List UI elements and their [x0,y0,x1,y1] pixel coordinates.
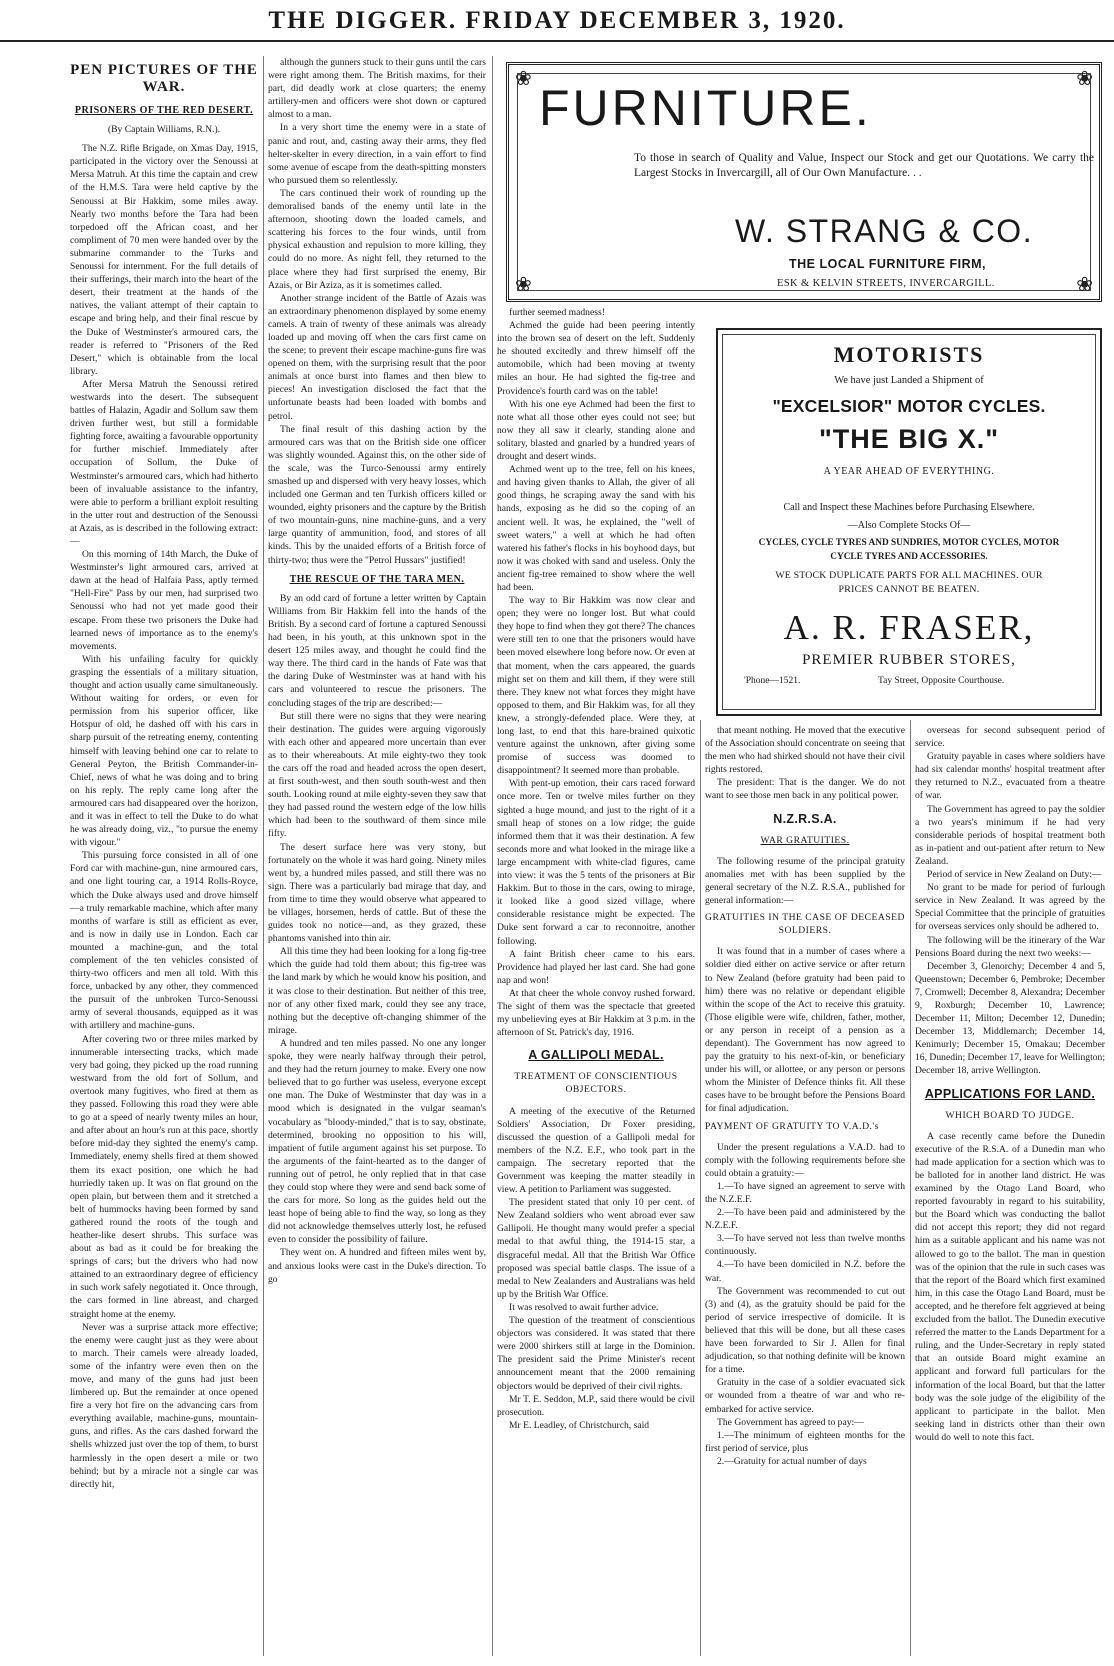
paragraph: that meant nothing. He moved that the executive of the Association should concentrate on seeing that the men who had shirked should not have their civil rights restored. [705,725,905,776]
ad-title: FURNITURE. [539,80,872,136]
ad-line: CYCLES, CYCLE TYRES AND SUNDRIES, MOTOR CYCLES, MOTOR [758,538,1060,548]
section-subheading: WHICH BOARD TO JUDGE. [945,1109,1075,1121]
ad-body: To those in search of Quality and Value, Inspect our Stock and get our Quotations. We carry the Largest Stocks in Invercargill, all of Our Own Manufacture. . . [634,152,1094,179]
section-subheading: WAR GRATUITIES. [760,834,850,846]
paragraph-group [915,724,1105,1078]
column-rule [263,56,264,1656]
paragraph: The question of the treatment of conscientious objectors was considered. It was stated that there were 2000 shirkers still at large in the Dominion. The president said the Prime Minister's recent announcement meant that the 2000 remaining objectors would be deprived of their civil rights. [497,1315,695,1392]
ad-company-name: W. STRANG & CO. [735,213,1034,249]
paragraph-group [705,945,905,1115]
section-heading: APPLICATIONS FOR LAND. [924,1086,1096,1101]
ad-line: —Also Complete Stocks Of— [847,520,971,531]
ad-company-name: A. R. FRASER, [783,608,1035,647]
paragraph: 2.—To have been paid and administered by the N.Z.E.F. [705,1207,905,1232]
article-column-3 [497,56,695,1656]
paragraph: Another strange incident of the Battle of Azais was an extraordinary phenomenon displayed by some enemy camels. A train of twenty of these animals was already loaded up and moving off when the cars first came on the scene; to prevent their escape machine-guns fire was opened on them, with the surprising result that the poor animals at once burst into flames and then blew to pieces! An investigation disclosed the fact that the unfortunate beasts had been loaded with bombs and petrol. [268,292,486,422]
paragraph-group [915,1130,1105,1444]
paragraph-group [268,56,486,567]
paragraph: All this time they had been looking for a long fig-tree which the guide had told them about; this fig-tree was the land mark by which he would know his position, and it was close to their destination. But neither of this tree, nor of any other fixed mark, could they see any trace, nothing but the deceptive oft-changing shimmer of the mirage. [268,946,486,1036]
paragraph: After covering two or three miles marked by innumerable intersecting tracks, which made very bad going, they picked up the road running westward from the old fort of Sollum, and overtook many fugitives, who fired at them as they passed. Following this road they were able to go at a speed of nearly twenty miles an hour, and after about an hour's run at this pace, shortly before mid-day they sighted the enemy's camp. Immediately, enemy shells fired at them showed them its exact position, one which he had hurriedly taken up. It was on flat ground on the open plain, but between them and it stretched a belt of hummocks having been formed by sand gathered round the roots of the tough and heather-like desert shrubs. This surface was about as bad as it could be for breaking the springs of cars; but the drivers who had now attained to an extraordinary degree of efficiency in such work safely negotiated it. Once through, the cars formed in line abreast, and charged straight home at the enemy. [70,1033,258,1320]
paragraph-group [705,855,905,907]
paragraph: 1.—To have signed an agreement to serve with the N.Z.E.F. [705,1180,905,1205]
paragraph: With pent-up emotion, their cars raced forward once more. Ten or twelve miles further on they sighted a huge mound, and just to the right of it a small heap of stones on a low ridge; the guide informed them that it was their destination. A few seconds more and what looked in the mirage like a large encampment with white-clad figures, came into view: it was the 5 tents of the prisoners at Bir Hakkim. But to those in the cars, owing to mirage, it looked like a good sized village, where considerable resistance might be expected. The Duke sent forward a car to reconnoitre, another following. [497,778,695,947]
masthead: THE DIGGER. FRIDAY DECEMBER 3, 1920. [0,2,1114,42]
column-rule [700,720,701,1656]
ad-store-name: PREMIER RUBBER STORES, [802,652,1016,668]
paragraph: A case recently came before the Dunedin executive of the R.S.A. of a Dunedin man who had made application for a section which was to be balloted for in another land district. He was examined by the Otago Land Board, who reported favourably in regard to his suitability, but the Board which was conducting the ballot did not accept this report; they did not regard him as a suitable applicant and his name was not allowed to go to the ballot. The man in question was of the opinion that the rule in such cases was that the report of the Board which first examined him, in this case the Otago Land Board, must be accepted, and he therefore felt aggrieved at being excluded from the ballot. The Dunedin executive referred the matter to the Lands Department for a ruling, and the Under-Secretary in reply stated that an outside Board might examine an applicant and forward full particulars for the information of the local Board, but that the latter body was the sole judge of the eligibility of the applicant to participate in the ballot. Men seeking land in districts other than their own would do well to note this fact. [915,1130,1105,1443]
paragraph: A meeting of the executive of the Returned Soldiers' Association, Dr Foxer presiding, discussed the question of a Gallipoli medal for members of the N.Z. E.F., who took part in the campaign. The secretary reported that the Government was keeping the matter steadily in view. A petition to Parliament was suggested. [497,1105,695,1196]
paragraph: The way to Bir Hakkim was now clear and open; they were no longer lost. But what could they hope to find when they got there? The chances were still ten to one that the prisoners would have been moved elsewhere long before now. Or even at that moment, when the cars appeared, the guards might set on them and kill them, if they were still there. They knew not what forces they might have opposed to them, and Bir Hakkim was, for all they knew, a strongly-defended place. Were they, at long last, to end that this hare-brained quixotic venture against the unknown, after giving some promise of success was doomed to disappointment? It seemed more than probable. [497,595,695,777]
paragraph: Mr T. E. Seddon, M.P., said there would be civil prosecution. [497,1393,695,1418]
paragraph: A hundred and ten miles passed. No one any longer spoke, they were nearly halfway through their petrol, and they had the return journey to make. Every one now believed that to go further was useless, everyone except one man. The Duke of Westminster that day was in a mood which is designated in the vulgar seaman's vocabulary as "bloody-minded," that is to say, obstinate, determined, brooking no opposition to his will, impatient of futile argument against his set purpose. To the arguments of the faint-hearted as to the danger of running out of petrol, he only replied that in that case they could stop where they were and send back some of the cars for more. So long as the guides held out the least hope of being able to find the way, so long as they did not acknowledge themselves utterly lost, he refused even to consider the possibility of failure. [268,1037,486,1246]
paragraph: The desert surface here was very stony, but fortunately on the whole it was hard going. Ninety miles went by, a hundred miles passed, and still there was no sign. There was a particularly bad mirage that day, and from time to time they would observe what appeared to be villages, horsemen, herds of cattle. But of these the guides took no notice—and, as they grazed, these phantoms vanished into thin air. [268,841,486,945]
article-column-5 [915,724,1105,1656]
paragraph: Period of service in New Zealand on Duty:— [927,869,1102,881]
section-subheading: TREATMENT OF CONSCIENTIOUS OBJECTORS. [514,1071,678,1096]
paragraph: The president: That is the danger. We do not want to see those men back in any political power. [705,777,905,802]
paragraph: Never was a surprise attack more effective; the enemy were caught just as they were about to march. Their camels were already loaded, some of the infantry were even then on the move, and many of the guns had just been limbered up. But the remainder at once opened fire a very hot fire on the advancing cars from everything available, machine-guns, mountain-guns, and rifles. As the cars dashed forward the shells whizzed just over the top of them, to burst harmlessly in the open desert a mile or two behind; but by a miracle not a single car was directly hit, [70,1321,258,1490]
paragraph: The cars continued their work of rounding up the demoralised bands of the enemy until late in the afternoon, shooting down the loaded camels, and scattering his forces to the four winds, until from physical exhaustion and repulsion to more killing, they could do no more. As night fell, they returned to the place where they had first surprised the enemy, Bir Azais, or Bir Aziza, as it is sometimes called. [268,187,486,291]
ornament-icon: ❀ [515,68,532,90]
article-column-4 [705,724,905,1656]
byline: (By Captain Williams, R.N.). [107,124,221,136]
section-heading: N.Z.R.S.A. [773,811,837,826]
ad-phone: 'Phone—1521. [744,676,801,686]
ad-tagline: A YEAR AHEAD OF EVERYTHING. [823,466,995,477]
paragraph: The Government was recommended to cut out (3) and (4), as the gratuity should be paid for the period of service irrespective of domicile. It is believed that this will be done, but all these cases have been forwarded to Sir J. Allen for final adjudication, so that nothing definite will be known for a time. [705,1285,905,1376]
paragraph: December 3, Glenorchy; December 4 and 5, Queenstown; December 6, Pembroke; December 7, Cromwell; December 8, Alexandra; December 9, Roxburgh; December 10, Lawrence; December 11, Milton; December 12, Dunedin; December 13, Middlemarch; December 14, Kenimurly; December 15, Omakau; December 16, Dunedin; December 17, leave for Wellington; December 18, arrive Wellington. [915,960,1105,1077]
ad-line: We have just Landed a Shipment of [834,375,984,386]
paragraph: although the gunners stuck to their guns until the cars were right among them. The British maxims, for their part, did deadly work at close quarters; the enemy artillery-men and officers were shot down or captured almost to a man. [268,57,486,121]
paragraph-group [705,1141,905,1468]
paragraph: At that cheer the whole convoy rushed forward. The sight of them was the spectacle that greeted my unbelieving eyes at Bir Hakkim at 3 p.m. in the afternoon of St. Patrick's day, 1916. [497,987,695,1039]
paragraph: The following resume of the principal gratuity anomalies met with has been supplied by the general secretary of the N.Z. R.S.A., published for general information:— [705,855,905,907]
paragraph: The president stated that only 10 per cent. of New Zealand soldiers who went abroad ever saw Gallipoli. He thought many would prefer a special medal to that awful thing, the 1914-15 star, a disgraceful medal. All that the British War Office proposed was special battle clasps. The issue of a medal to New Zealanders and Australians was held up by the British War Office. [497,1197,695,1300]
paragraph: In a very short time the enemy were in a state of panic and rout, and, casting away their arms, they fled helter-skelter in every direction, in a vain effort to find some avenue of escape from the death-spitting monsters who pursued them so relentlessly. [268,122,486,186]
section-subheading: GRATUITIES IN THE CASE OF DECEASED SOLDIERS. [705,912,905,937]
ad-line: CYCLE TYRES AND ACCESSORIES. [830,552,988,562]
ad-product: "EXCELSIOR" MOTOR CYCLES. [772,396,1046,416]
motorists-advertisement [716,328,1102,716]
paragraph: 1.—The minimum of eighteen months for the first period of service, plus [705,1429,905,1454]
paragraph: 4.—To have been domiciled in N.Z. before the war. [705,1259,905,1284]
paragraph-group [497,306,695,1039]
article-column-2 [268,56,486,1656]
paragraph: Under the present regulations a V.A.D. had to comply with the following requirements before she could obtain a gratuity:— [705,1141,905,1179]
paragraph: It was found that in a number of cases where a soldier died either on active service or after return to New Zealand (before gratuity had been paid to him) there was no relative or dependant eligible within the scope of the Act to receive this gratuity. (Those eligible were wife, children, father, mother, or any person in receipt of a pension as a dependant). The Government has now agreed to pay the gratuity to his next-of-kin, or beneficiary under his will, or allottee, or any person or persons whom the Minister of Defence thinks fit. All these cases have to be brought before the Pensions Board for final adjudication. [705,946,905,1115]
paragraph: A faint British cheer came to his ears. Providence had played her last card. She had gone nap and won! [497,948,695,986]
paragraph: overseas for second subsequent period of service. [915,725,1105,750]
ad-address: ESK & KELVIN STREETS, INVERCARGILL. [777,278,995,289]
paragraph: But still there were no signs that they were nearing their destination. The guides were arguing vigorously with each other and appeared more uncertain than ever as to their whereabouts. At mile eighty-two they took the cars off the road and headed across the open desert, at first south-west, and then south south-west and then south. Looking round at mile eighty-seven they saw that they had passed round the western edge of the low hills which had been to the southward of them since mile fifty. [268,710,486,840]
paragraph: Mr E. Leadley, of Christchurch, said [509,1419,650,1431]
article-subtitle: PRISONERS OF THE RED DESERT. [74,105,254,116]
paragraph: 2.—Gratuity for actual number of days [717,1455,867,1467]
paragraph-group [268,592,486,1286]
paragraph: The N.Z. Rifle Brigade, on Xmas Day, 1915, participated in the victory over the Senoussi at Mersa Matruh. At this time the captain and crew of the H.M.S. Tara were held captive by the Senoussi at Bir Hakkim, some miles away. Nearly two months before the Tara had been torpedoed off the African coast, and her compliment of 70 men were handed over by the submarine commander to the Turks and Senoussi for internment. For the full details of their sufferings, their march into the heart of the desert, their treatment at the hands of the natives, the valiant attempt of their captain to escape and bring help, and their final rescue by the Duke of Westminster's armoured cars, the reader is referred to "Prisoners of the Red Desert," which is obtainable from the local library. [70,143,258,377]
paragraph: 3.—To have served not less than twelve months continuously. [705,1233,905,1258]
article-column-1 [70,56,258,1656]
paragraph: The final result of this dashing action by the armoured cars was that on the British side one officer was slightly wounded. Against this, on the other side of the scale, was the Turco-Senoussi army entirely smashed up and dispersed with very heavy losses, which included one German and ten Turkish officers killed or wounded, eighty prisoners and the capture by the British of two mountain-guns, nine machine-guns, and a very large quantity of ammunition, food, and stores of all kinds. This by the unaided efforts of a British force of thirty-two; thus were the "Petrol Hussars" justified! [268,423,486,566]
section-subheading: PAYMENT OF GRATUITY TO V.A.D.'s [705,1120,879,1132]
paragraph: Gratuity in the case of a soldier evacuated sick or wounded from a theatre of war and who re-embarked for active service. [705,1377,905,1415]
paragraph: With his one eye Achmed had been the first to note what all those other eyes could not see; but now they all saw it clearly, standing alone and solitary, blasted and gnarled by a hundred years of drought and desert winds. [497,398,695,463]
paragraph: On this morning of 14th March, the Duke of Westminster's light armoured cars, arrived at dawn at the head of Halfaia Pass, aptly termed "Hell-Fire" Pass by our men, had surprised two Senoussi who had not yet made good their escape. From these two prisoners the Duke had learned news of importance as to the enemy's movements. [70,549,258,652]
paragraph-group [705,724,905,803]
paragraph-group [70,142,258,1491]
paragraph: Gratuity payable in cases where soldiers have had six calendar months' hospital treatment after they returned to N.Z., evacuated from a theatre of war. [915,751,1105,802]
paragraph-group [497,1105,695,1432]
paragraph: This pursuing force consisted in all of one Ford car with machine-gun, nine armoured cars, and one light touring car, a 1914 Rolls-Royce, which the Duke always used and drove himself—a truly remarkable machine, which after many months of warfare is still as efficient as ever, and is now in daily use in London. Each car mounted a machine-gun, and the total complement of the ten vehicles consisted of thirty-two officers and men all told. With this force, unbacked by any other, they commenced the pursuit of the unbroken Turco-Senoussi army of several thousands, equipped as it was with artillery and machine-guns. [70,850,258,1032]
paragraph: No grant to be made for period of furlough service in New Zealand. It was agreed by the Special Committee that the principle of gratuities for overseas services only should be adhered to. [915,882,1105,933]
ad-line: PRICES CANNOT BE BEATEN. [838,584,980,595]
paragraph: Achmed went up to the tree, fell on his knees, and having given thanks to Allah, the giver of all good things, he scraping away the sand with his hands, exposing as he did so the coping of an ancient well. It was, he explained, the "well of sweet waters," a well at which he had often watered his father's flocks in his boyhood days, but now it was choked with sand and useless. Only the ancient fig-tree remained to show where the well had been. [497,464,695,593]
ad-spacer [497,56,695,306]
ad-line: Call and Inspect these Machines before Purchasing Elsewhere. [783,502,1035,513]
paragraph: By an odd card of fortune a letter written by Captain Williams from Bir Hakkim fell into the hands of the British. By a second card of fortune a captured Senoussi had been, in his youth, at this unknown spot in the desert 125 miles away, and thought he could find the way there. The third card in the hands of Fate was that the daring Duke of Westminster was at hand with his cars and volunteered to rescue the prisoners. The concluding stages of the trip are described:— [268,592,486,709]
ad-heading: MOTORISTS [833,342,985,367]
section-heading: A GALLIPOLI MEDAL. [528,1048,664,1063]
paragraph: With his unfailing faculty for quickly grasping the essentials of a military situation, thought and action usually came simultaneously. Without waiting for orders, or even for permission from his superior officer, like Hotspur of old, he dashed off with his cars in sharp pursuit of the retreating enemy, contenting himself with leaving behind one car to relate to General Peyton, the British Commander-in-Chief, news of what he was doing and to bring on his reply. The reply came long after the armoured cars had disappeared over the horizon, and it was in effect to tell the Duke to do what he was already doing, viz., "to pursue the enemy with vigour." [70,653,258,849]
ornament-icon: ❀ [1076,274,1093,296]
paragraph: After Mersa Matruh the Senoussi retired westwards into the desert. The subsequent battles of Halazin, Agadir and Sollum saw them driven further west, but still a formidable fighting force, awaiting a favourable opportunity for further mischief. Immediately after occupation of Sollum, the Duke of Westminster's armoured cars, which had hitherto been of invaluable assistance to the infantry, were able to perform a brilliant exploit resulting in the utter rout and destruction of the Senoussi at Azais, as is described in the following extract:— [70,378,258,547]
ad-address: Tay Street, Opposite Courthouse. [878,676,1005,686]
paragraph: The following will be the itinerary of the War Pensions Board during the next two weeks:— [915,934,1105,959]
ad-line: WE STOCK DUPLICATE PARTS FOR ALL MACHINES. OUR [775,570,1043,581]
paragraph: It was resolved to await further advice. [509,1301,659,1313]
ornament-icon: ❀ [515,274,532,296]
ad-firm-line: THE LOCAL FURNITURE FIRM, [789,257,986,271]
column-rule [492,56,493,1656]
ad-product-model: "THE BIG X." [818,424,1000,454]
paragraph: further seemed madness! [509,307,605,318]
column-rule [910,720,911,1656]
section-heading: THE RESCUE OF THE TARA MEN. [289,573,465,585]
paragraph: The Government has agreed to pay:— [717,1416,864,1428]
paragraph: They went on. A hundred and fifteen miles went by, and anxious looks were cast in the Duke's direction. To go [268,1247,486,1285]
paragraph: Achmed the guide had been peering intently into the brown sea of desert on the left. Suddenly he shouted excitedly and threw himself off the automobile, which had been moving at twenty miles an hour. He had sighted the fig-tree and Providence's fourth card was on the table! [497,320,695,397]
article-title: PEN PICTURES OF THE WAR. [70,62,258,95]
ornament-icon: ❀ [1076,68,1093,90]
paragraph: The Government has agreed to pay the soldier a two years's minimum if he had very considerable periods of hospital treatment both as in-patient and out-patient after return to New Zealand. [915,803,1105,867]
